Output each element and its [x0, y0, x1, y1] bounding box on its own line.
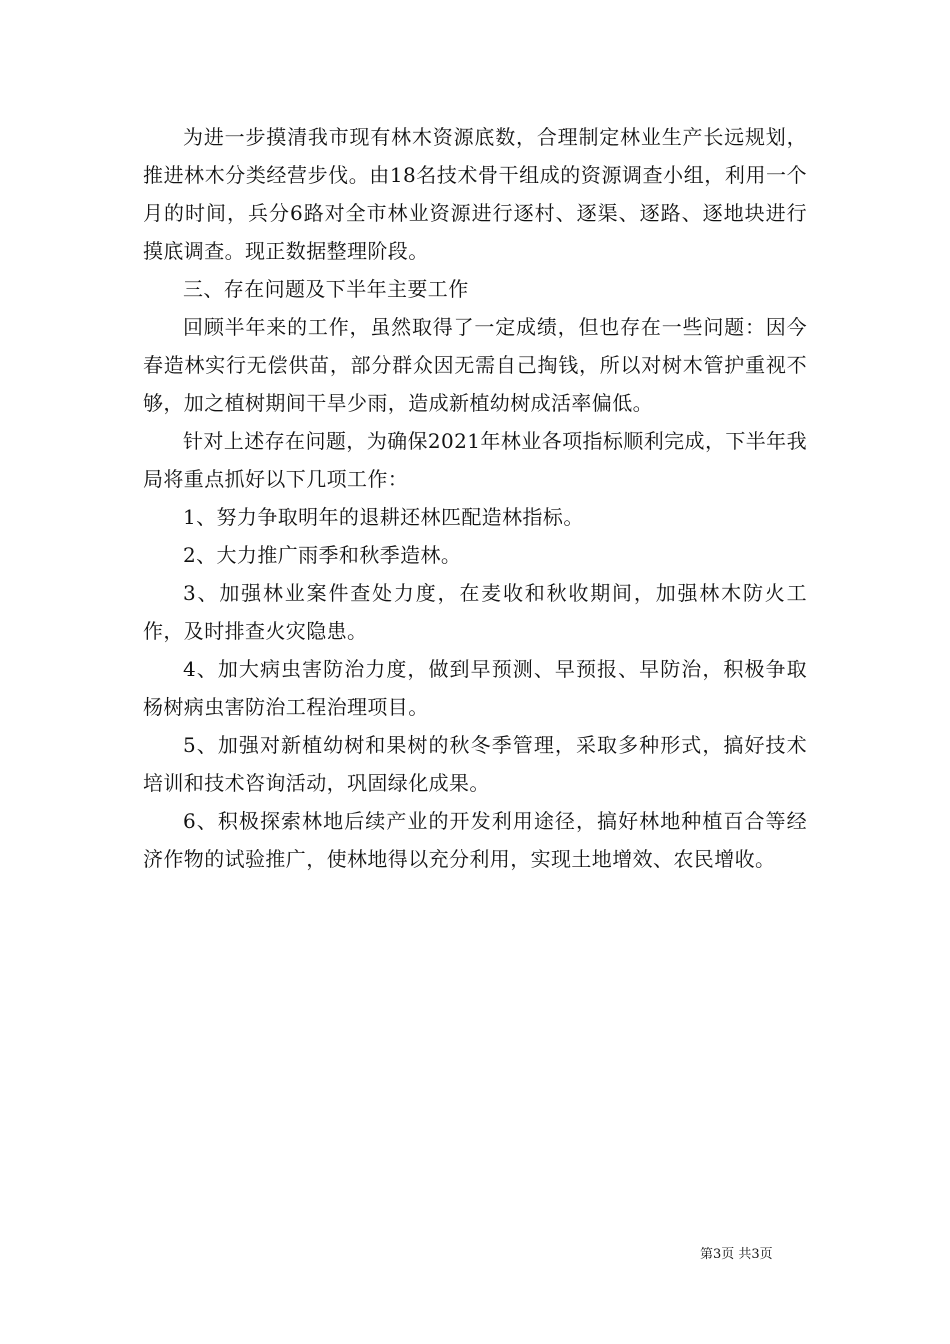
list-item-2: 2、大力推广雨季和秋季造林。	[183, 543, 462, 567]
list-item-5: 5、加强对新植幼树和果树的秋冬季管理，采取多种形式，搞好技术培训和技术咨询活动，巩固绿化成果。	[143, 733, 807, 795]
page-number: 第3页 共3页	[700, 1247, 773, 1262]
list-item-4: 4、加大病虫害防治力度，做到早预测、早预报、早防治，积极争取杨树病虫害防治工程治理项目。	[143, 657, 807, 719]
paragraph-review: 回顾半年来的工作，虽然取得了一定成绩，但也存在一些问题：因今春造林实行无偿供苗，部分群众因无需自己掏钱，所以对树木管护重视不够，加之植树期间干旱少雨，造成新植幼树成活率偏低。	[143, 315, 807, 415]
section-heading-problems: 三、存在问题及下半年主要工作	[183, 277, 469, 301]
paragraph-plan-intro: 针对上述存在问题，为确保2021年林业各项指标顺利完成，下半年我局将重点抓好以下几项工作：	[143, 429, 807, 491]
document-body	[143, 118, 807, 878]
list-item-3: 3、加强林业案件查处力度，在麦收和秋收期间，加强林木防火工作，及时排查火灾隐患。	[143, 581, 807, 643]
paragraph-resource-survey: 为进一步摸清我市现有林木资源底数，合理制定林业生产长远规划，推进林木分类经营步伐。由18名技术骨干组成的资源调查小组，利用一个月的时间，兵分6路对全市林业资源进行逐村、逐渠、逐路、逐地块进行摸底调查。现正数据整理阶段。	[143, 125, 807, 263]
list-item-6: 6、积极探索林地后续产业的开发利用途径，搞好林地种植百合等经济作物的试验推广，使林地得以充分利用，实现土地增效、农民增收。	[143, 809, 807, 871]
list-item-1: 1、努力争取明年的退耕还林匹配造林指标。	[183, 505, 584, 529]
